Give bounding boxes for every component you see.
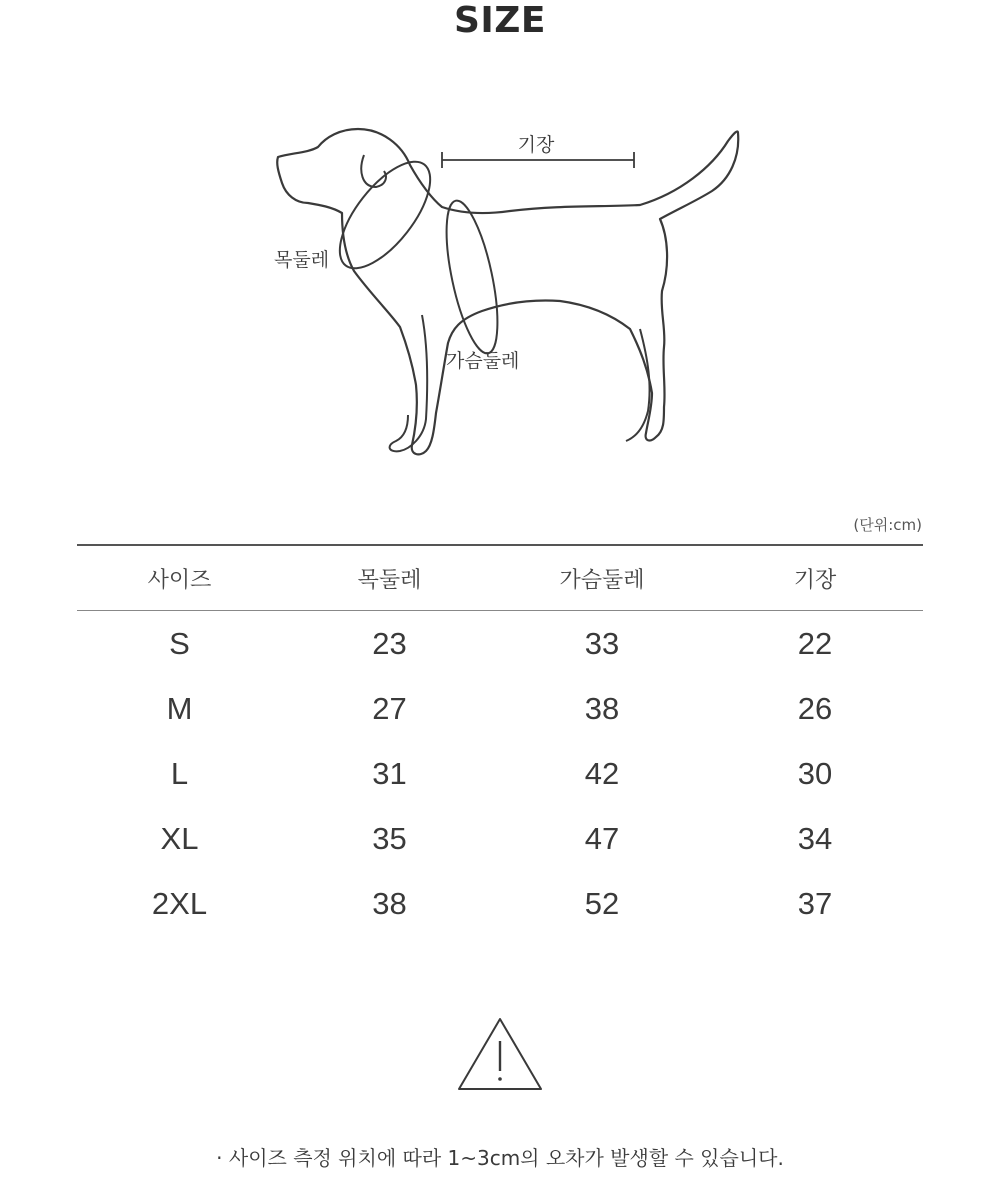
table-row [77,741,923,806]
cell-size: XL [160,820,199,856]
chest-label: 가슴둘레 [446,350,520,372]
size-table [77,544,923,936]
cell-neck: 27 [372,690,407,726]
page-title: SIZE [453,0,547,41]
chest-ring-icon [436,197,508,358]
dog-measurement-diagram [260,115,760,475]
cell-chest: 52 [584,885,620,921]
table-row [77,611,923,677]
cell-length: 26 [797,690,833,726]
cell-chest: 38 [584,690,620,726]
header-size: 사이즈 [77,545,282,611]
header-length: 기장 [707,545,923,611]
cell-length: 22 [797,625,833,661]
neck-label: 목둘레 [274,249,330,271]
dog-outline-icon [277,129,738,454]
cell-neck: 38 [372,885,407,921]
notice-text: · 사이즈 측정 위치에 따라 1~3cm의 오차가 발생할 수 있습니다. [216,1146,784,1170]
cell-neck: 23 [372,625,407,661]
cell-length: 37 [797,885,833,921]
cell-chest: 47 [584,820,620,856]
table-row [77,871,923,936]
table-row [77,676,923,741]
table-row [77,806,923,871]
cell-size: L [170,755,189,791]
cell-length: 34 [797,820,833,856]
cell-length: 30 [797,755,833,791]
cell-chest: 42 [584,755,620,791]
warning-triangle-icon [455,1015,545,1093]
cell-size: M [166,690,193,726]
length-label: 기장 [517,134,555,156]
unit-note: (단위:cm) [853,516,922,534]
header-neck: 목둘레 [282,545,497,611]
cell-chest: 33 [584,625,620,661]
cell-size: 2XL [151,885,208,921]
cell-neck: 35 [372,820,407,856]
cell-size: S [169,625,190,661]
header-chest: 가슴둘레 [497,545,707,611]
cell-neck: 31 [372,755,407,791]
table-header-row [77,545,923,611]
